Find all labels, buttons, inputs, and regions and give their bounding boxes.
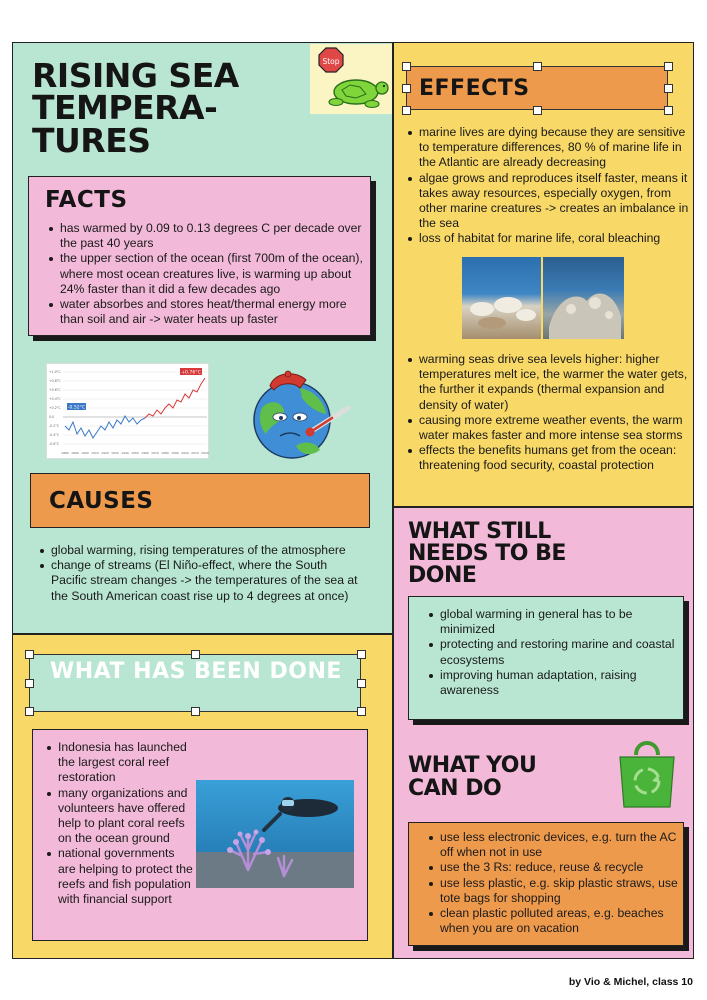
page-title [32, 56, 239, 160]
chart-y-tick: +1.0°C [49, 370, 61, 374]
effects-heading-box [406, 66, 668, 110]
chart-x-tick: 1950 [131, 451, 139, 455]
temperature-anomaly-chart [47, 364, 210, 460]
list-item: water absorbes and stores heat/thermal energy more than soil and air -> water heats up faster [47, 297, 363, 327]
chart-x-tick: 1940 [121, 451, 129, 455]
list-item: loss of habitat for marine life, coral bleaching [406, 231, 690, 246]
chart-x-tick: 1980 [161, 451, 169, 455]
facts-heading: FACTS [45, 187, 128, 213]
list-item: effects the benefits humans get from the ocean: threatening food security, coastal protection [406, 443, 690, 473]
chart-y-tick: +0.4°C [49, 397, 61, 401]
effects-list-bottom [406, 352, 690, 474]
selection-handle[interactable] [533, 62, 542, 71]
chart-x-tick: 2020 [201, 451, 209, 455]
stop-sign-text: Stop [322, 57, 340, 66]
what-still-needs-heading-line-1: WHAT STILL [408, 519, 551, 544]
what-has-been-done-list [45, 740, 195, 907]
chart-x-tick: 1880 [61, 451, 69, 455]
list-item: marine lives are dying because they are sensitive to temperature differences, 80 % of marine life in the Atlantic are already decreasing [406, 125, 690, 171]
chart-y-tick: -0.6°C [49, 442, 60, 446]
list-item: use less electronic devices, e.g. turn the AC off when not in use [427, 830, 679, 860]
coral-bleaching-photos [462, 257, 624, 339]
bleached-coral-photo-1 [462, 257, 541, 339]
chart-y-tick: +0.8°C [49, 379, 61, 383]
chart-high-label: +0.76°C [181, 370, 201, 376]
effects-list-top [406, 125, 690, 247]
selection-handle[interactable] [191, 650, 200, 659]
list-item: algae grows and reproduces itself faster, means it takes away resources, especially oxygen, from other marine creatures -> creates an imbalance in the sea [406, 171, 690, 232]
list-item: clean plastic polluted areas, e.g. beaches when you are on vacation [427, 906, 679, 936]
list-item: the upper section of the ocean (first 700m of the ocean), where most ocean creatures live, is warming up about 24% faster than it did a few decades ago [47, 251, 363, 297]
what-still-needs-heading-line-3: DONE [408, 563, 477, 588]
turtle-icon [329, 80, 388, 108]
selection-handle[interactable] [191, 707, 200, 716]
recycle-bag-illustration [614, 735, 680, 809]
selection-handle[interactable] [664, 62, 673, 71]
page-title-line-2: TEMPERA- [32, 88, 218, 128]
chart-x-tick: 1970 [151, 451, 159, 455]
chart-y-tick: 0.0 [49, 415, 55, 419]
stop-sign-turtle-sticker [310, 44, 392, 114]
facts-box [28, 176, 371, 336]
list-item: national governments are helping to protect the reefs and fish population with financial support [45, 846, 195, 907]
temperature-chart-image [46, 363, 209, 459]
diver-icon [264, 797, 338, 830]
effects-heading: EFFECTS [419, 76, 530, 101]
chart-low-label: -0.52°C [67, 405, 86, 411]
selection-handle[interactable] [357, 679, 366, 688]
page-title-line-1: RISING SEA [32, 56, 239, 95]
selection-handle[interactable] [25, 679, 34, 688]
selection-handle[interactable] [533, 106, 542, 115]
selection-handle[interactable] [357, 707, 366, 716]
what-has-been-done-heading-box [29, 654, 361, 712]
selection-handle[interactable] [357, 650, 366, 659]
bleached-coral-photo-2 [543, 257, 624, 339]
selection-handle[interactable] [402, 84, 411, 93]
what-still-needs-box [408, 596, 684, 720]
facts-list [47, 221, 363, 327]
what-has-been-done-heading: WHAT HAS BEEN DONE [50, 659, 342, 684]
chart-x-tick: 2010 [191, 451, 199, 455]
footer-credit: by Vio & Michel, class 10 [568, 976, 693, 988]
list-item: many organizations and volunteers have offered help to plant coral reefs on the ocean ground [45, 786, 195, 847]
what-still-needs-heading [408, 521, 566, 587]
causes-heading-box [30, 473, 370, 528]
list-item: global warming in general has to be minimized [427, 607, 677, 637]
anomaly-line-warm [145, 378, 205, 418]
causes-list [38, 543, 366, 604]
what-you-can-do-list [427, 830, 679, 936]
selection-handle[interactable] [664, 106, 673, 115]
list-item: global warming, rising temperatures of the atmosphere [38, 543, 366, 558]
sick-earth-illustration [240, 362, 360, 464]
list-item: Indonesia has launched the largest coral reef restoration [45, 740, 195, 786]
what-still-needs-heading-line-2: NEEDS TO BE [408, 541, 566, 566]
chart-y-tick: +0.6°C [49, 388, 61, 392]
chart-x-tick: 1990 [171, 451, 179, 455]
recycle-bag-icon [614, 735, 680, 809]
sick-earth-icon [254, 371, 330, 458]
anomaly-line-cold [65, 416, 145, 438]
list-item: use the 3 Rs: reduce, reuse & recycle [427, 860, 679, 875]
chart-x-tick: 1920 [101, 451, 109, 455]
list-item: improving human adaptation, raising awareness [427, 668, 677, 698]
chart-x-tick: 1910 [91, 451, 99, 455]
what-you-can-do-heading [408, 754, 536, 800]
what-still-needs-list [427, 607, 677, 698]
causes-heading: CAUSES [49, 488, 154, 514]
page-title-line-3: TURES [32, 120, 151, 160]
list-item: has warmed by 0.09 to 0.13 degrees C per decade over the past 40 years [47, 221, 363, 251]
selection-handle[interactable] [402, 62, 411, 71]
list-item: protecting and restoring marine and coastal ecosystems [427, 637, 677, 667]
list-item: change of streams (El Niño-effect, where the South Pacific stream changes -> the temperatures of the sea at the South American coast rise up to 4 degrees at once) [38, 558, 366, 604]
chart-y-tick: -0.2°C [49, 424, 60, 428]
selection-handle[interactable] [25, 650, 34, 659]
selection-handle[interactable] [25, 707, 34, 716]
what-has-been-done-box [32, 729, 368, 941]
chart-x-tick: 1890 [71, 451, 79, 455]
chart-y-tick: -0.4°C [49, 433, 60, 437]
list-item: warming seas drive sea levels higher: higher temperatures melt ice, the warmer the water gets, the further it expands (thermal expansion and density of water) [406, 352, 690, 413]
what-you-can-do-heading-line-2: CAN DO [408, 776, 502, 801]
list-item: use less plastic, e.g. skip plastic straws, use tote bags for shopping [427, 876, 679, 906]
what-you-can-do-heading-line-1: WHAT YOU [408, 753, 537, 778]
chart-x-tick: 2000 [181, 451, 189, 455]
selection-handle[interactable] [402, 106, 411, 115]
what-you-can-do-box [408, 822, 684, 946]
chart-x-tick: 1960 [141, 451, 149, 455]
list-item: causing more extreme weather events, the warm water makes faster and more intense sea storms [406, 413, 690, 443]
selection-handle[interactable] [664, 84, 673, 93]
chart-x-tick: 1930 [111, 451, 119, 455]
coral-diver-photo [196, 780, 354, 888]
chart-x-tick: 1900 [81, 451, 89, 455]
chart-y-tick: +0.2°C [49, 406, 61, 410]
